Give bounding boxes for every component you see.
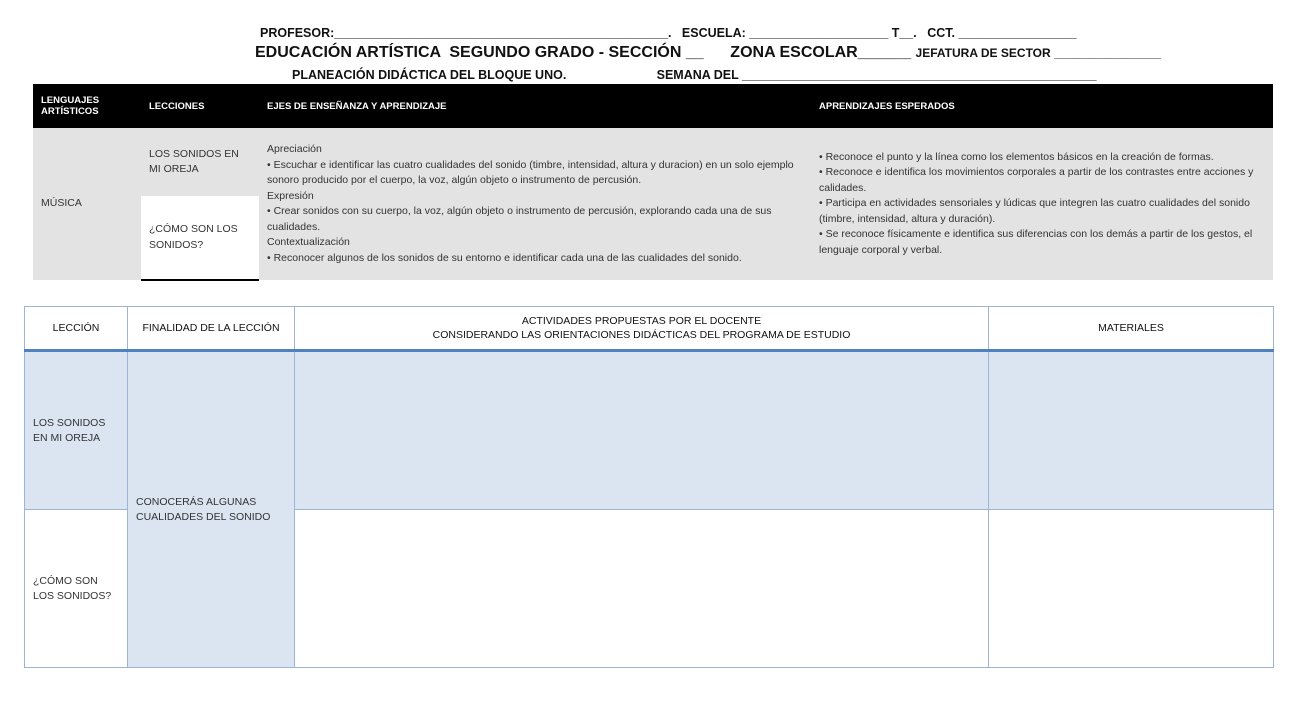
- actividades-cell-1[interactable]: [295, 351, 989, 510]
- col-header-leccion: LECCIÓN: [25, 307, 128, 351]
- leccion-row-1: LOS SONIDOS EN MI OREJA: [25, 351, 128, 510]
- aprendizaje-item: • Reconoce el punto y la línea como los elementos básicos en la creación de formas.: [819, 150, 1214, 163]
- header-line-planeacion: PLANEACIÓN DIDÁCTICA DEL BLOQUE UNO. SEMANA DEL ___________________________________________________: [292, 68, 1097, 82]
- aprendizaje-item: • Se reconoce físicamente e identifica sus diferencias con los demás a partir de los gestos, el lenguaje corporal y verbal.: [819, 228, 1253, 256]
- actividades-cell-2[interactable]: [295, 510, 989, 668]
- leccion-cell-2: ¿CÓMO SON LOS SONIDOS?: [141, 196, 259, 280]
- header-line-profesor: PROFESOR:________________________________________________. ESCUELA: ____________________ T__. CCT. _________________: [260, 26, 1077, 40]
- actividades-table: [24, 306, 1274, 668]
- lenguaje-cell: MÚSICA: [33, 128, 141, 280]
- actividades-header-line2: CONSIDERANDO LAS ORIENTACIONES DIDÁCTICAS DEL PROGRAMA DE ESTUDIO: [432, 329, 851, 341]
- col-header-ejes: EJES DE ENSEÑANZA Y APRENDIZAJE: [259, 84, 811, 128]
- ejes-cell: [259, 128, 811, 280]
- col-header-finalidad: FINALIDAD DE LA LECCIÓN: [128, 307, 295, 351]
- materiales-cell-1[interactable]: [989, 351, 1274, 510]
- header-title-main: EDUCACIÓN ARTÍSTICA SEGUNDO GRADO - SECCIÓN __ ZONA ESCOLAR______: [255, 44, 916, 61]
- col-header-materiales: MATERIALES: [989, 307, 1274, 351]
- leccion-cell-1: LOS SONIDOS EN MI OREJA: [141, 128, 259, 196]
- ejes-expresion-title: Expresión: [267, 189, 314, 202]
- ejes-apreciacion-text: • Escuchar e identificar las cuatro cualidades del sonido (timbre, intensidad, altura y duracion) en un solo ejemplo sonoro producido por el cuerpo, la voz, algún objeto o instrumento de percusión.: [267, 158, 794, 186]
- header-line-title: [255, 44, 1304, 62]
- col-header-lenguajes: LENGUAJES ARTÍSTICOS: [33, 84, 141, 128]
- aprendizaje-item: • Reconoce e identifica los movimientos corporales a partir de los contrastes entre acciones y calidades.: [819, 166, 1254, 194]
- materiales-cell-2[interactable]: [989, 510, 1274, 668]
- ejes-expresion-text: • Crear sonidos con su cuerpo, la voz, algún objeto o instrumento de percusión, explorando cada una de sus cualidades.: [267, 205, 772, 233]
- aprendizaje-item: • Participa en actividades sensoriales y lúdicas que integren las cuatro cualidades del sonido (timbre, intensidad, altura y duración).: [819, 197, 1250, 225]
- ejes-table: [33, 84, 1273, 281]
- finalidad-cell: CONOCERÁS ALGUNAS CUALIDADES DEL SONIDO: [128, 351, 295, 668]
- leccion-row-2: ¿CÓMO SON LOS SONIDOS?: [25, 510, 128, 668]
- col-header-actividades: [295, 307, 989, 351]
- ejes-contextualizacion-text: • Reconocer algunos de los sonidos de su entorno e identificar cada una de las cualidades del sonido.: [267, 251, 742, 264]
- col-header-aprendizajes: APRENDIZAJES ESPERADOS: [811, 84, 1273, 128]
- ejes-contextualizacion-title: Contextualización: [267, 236, 350, 248]
- ejes-apreciacion-title: Apreciación: [267, 143, 322, 155]
- aprendizajes-cell: [811, 128, 1273, 280]
- header-jefatura: JEFATURA DE SECTOR ________________: [915, 46, 1161, 60]
- actividades-header-line1: ACTIVIDADES PROPUESTAS POR EL DOCENTE: [521, 315, 762, 327]
- col-header-lecciones: LECCIONES: [141, 84, 259, 128]
